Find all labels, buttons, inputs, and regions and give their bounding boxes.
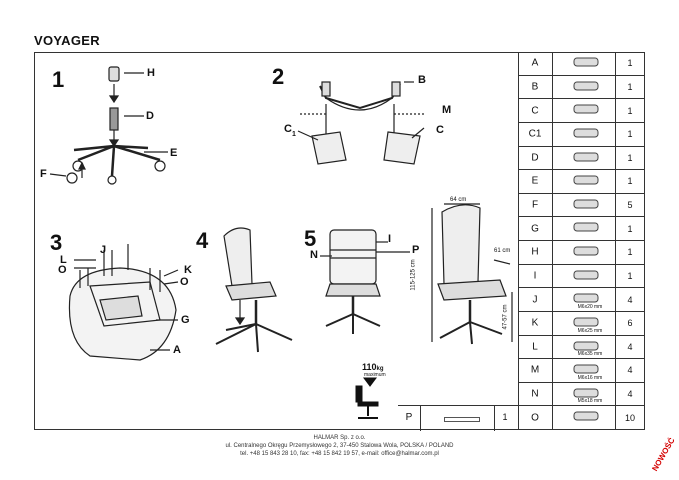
label-c: C [436, 124, 444, 136]
part-qty: 4 [627, 389, 633, 400]
label-o-right: O [180, 276, 189, 288]
part-letter: D [531, 152, 539, 164]
part-qty: 1 [627, 81, 633, 92]
label-d: D [146, 110, 154, 122]
part-qty: 1 [627, 247, 633, 258]
part-letter: F [531, 199, 539, 211]
part-row-p [398, 405, 518, 430]
label-j: J [100, 244, 107, 256]
dim-width: 64 cm [450, 197, 467, 203]
step-3-number: 3 [50, 230, 63, 255]
part-letter: C1 [528, 128, 542, 140]
part-qty: 4 [627, 294, 633, 305]
label-b: B [418, 74, 426, 86]
part-qty: 1 [627, 223, 633, 234]
dim-seat: 47-57 cm [502, 304, 509, 330]
part-letter: G [531, 223, 539, 235]
part-qty: 1 [627, 105, 633, 116]
part-row [518, 312, 645, 336]
part-row [518, 383, 645, 407]
label-f: F [40, 168, 47, 180]
part-row [518, 336, 645, 360]
step-5-number: 5 [304, 226, 317, 251]
part-letter: K [531, 317, 539, 329]
footer-address: ul. Centralnego Okręgu Przemysłowego 2, 37-450 Stalowa Wola, POLSKA / POLAND [225, 443, 454, 449]
part-row [518, 123, 645, 147]
label-m: M [442, 104, 452, 116]
part-icon [562, 150, 610, 167]
parts-table [518, 52, 645, 430]
label-a: A [173, 344, 181, 356]
part-row [518, 170, 645, 194]
part-row [518, 194, 645, 218]
part-icon [562, 126, 610, 143]
part-row [518, 147, 645, 171]
part-letter: E [531, 175, 539, 187]
part-letter: M [530, 364, 540, 376]
part-icon [562, 268, 610, 285]
label-l: L [60, 254, 67, 266]
part-icon [562, 197, 610, 214]
part-qty: 5 [627, 200, 633, 211]
part-letter: B [531, 81, 539, 93]
part-row [518, 52, 645, 76]
label-h: H [147, 67, 155, 79]
part-qty: 1 [627, 270, 633, 281]
weight-value: 110kg [362, 362, 384, 372]
part-qty: 1 [627, 129, 633, 140]
label-o-left: O [58, 264, 67, 276]
weight-sub: maximum [364, 372, 386, 378]
part-row [518, 406, 645, 430]
part-icon [562, 409, 610, 426]
part-icon [562, 220, 610, 237]
part-row [518, 288, 645, 312]
part-row [518, 265, 645, 289]
label-n: N [310, 249, 318, 261]
label-i: I [388, 233, 392, 245]
label-c1: C [284, 123, 292, 135]
label-c1-subscript: 1 [292, 131, 296, 138]
step-4-number: 4 [196, 228, 209, 253]
part-icon [562, 102, 610, 119]
part-row [518, 76, 645, 100]
footer-company: HALMAR Sp. z o.o. [313, 435, 366, 441]
part-qty: 1 [627, 152, 633, 163]
label-g: G [181, 314, 190, 326]
part-spec: M6x20 mm [577, 303, 603, 310]
part-qty: 4 [627, 341, 633, 352]
part-letter: O [531, 412, 539, 424]
part-letter: I [533, 270, 537, 282]
part-spec: M6x35 mm [577, 351, 603, 358]
part-icon [562, 79, 610, 96]
part-spec: M5x18 mm [577, 398, 603, 405]
part-row [518, 99, 645, 123]
part-row [518, 217, 645, 241]
product-title: VOYAGER [34, 33, 100, 48]
part-icon [562, 244, 610, 261]
footer-contact: tel. +48 15 843 28 10, fax: +48 15 842 19 57, e-mail: office@halmar.com.pl [240, 451, 439, 457]
label-e: E [170, 147, 178, 159]
label-k: K [184, 264, 192, 276]
part-letter: L [532, 341, 538, 353]
part-spec: M6x16 mm [577, 374, 603, 381]
part-row [518, 359, 645, 383]
label-p: P [412, 244, 420, 256]
part-letter: N [531, 388, 539, 400]
step-1-number: 1 [52, 67, 65, 92]
dim-height: 115-125 cm [410, 259, 417, 291]
part-qty: 1 [502, 412, 508, 422]
part-spec: M6x25 mm [577, 327, 603, 334]
new-badge: NOWOŚĆ [650, 436, 677, 473]
part-icon [562, 173, 610, 190]
dim-depth: 61 cm [494, 248, 511, 254]
part-qty: 1 [627, 176, 633, 187]
part-qty: 10 [624, 412, 635, 423]
part-qty: 6 [627, 318, 633, 329]
part-letter: J [532, 294, 538, 306]
part-qty: 1 [627, 58, 633, 69]
part-letter: C [531, 105, 539, 117]
part-letter: H [531, 246, 539, 258]
step-2-number: 2 [272, 64, 285, 89]
part-qty: 4 [627, 365, 633, 376]
part-icon [562, 55, 610, 72]
part-row [518, 241, 645, 265]
part-letter: P [405, 412, 413, 423]
part-letter: A [531, 57, 539, 69]
